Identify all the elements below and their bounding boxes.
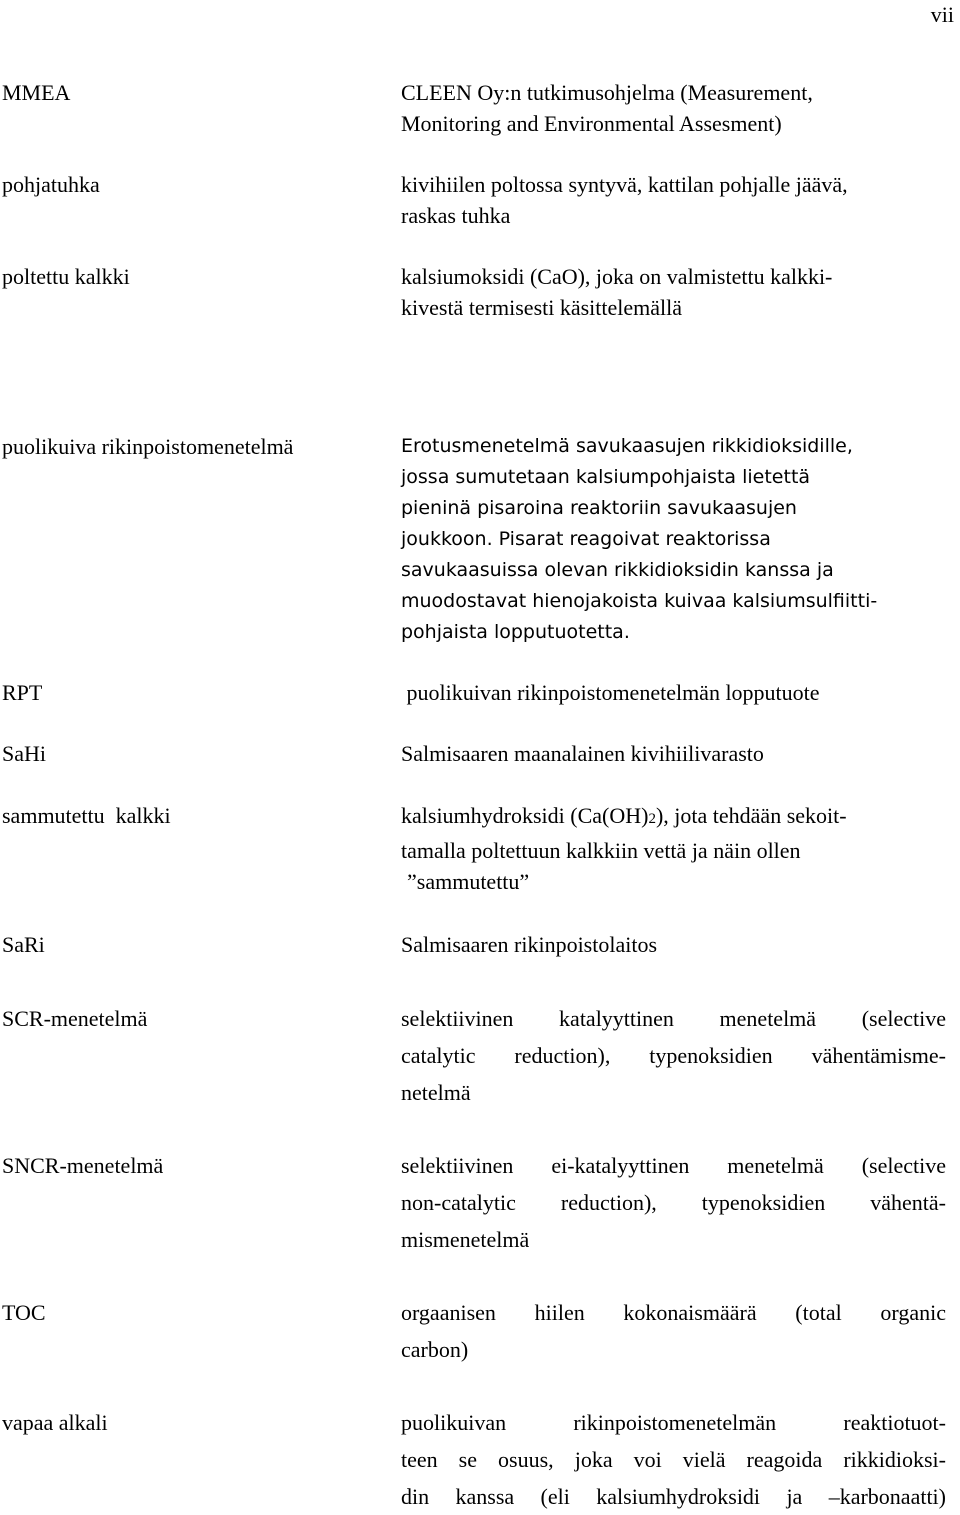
definition-line: selektiivinen ei-katalyyttinen menetelmä (selective	[401, 1153, 946, 1178]
definition-line: kivihiilen poltossa syntyvä, kattilan pohjalle jäävä,	[401, 172, 848, 197]
definition-sari	[401, 929, 946, 960]
definition-puolikuiva-rikinpoistomenetelma	[401, 431, 946, 648]
definition-line: Monitoring and Environmental Assesment)	[401, 111, 782, 136]
definition-line: catalytic reduction), typenoksidien vähentämisme-	[401, 1043, 946, 1068]
definition-line: joukkoon. Pisarat reagoivat reaktorissa	[401, 528, 771, 550]
definition-pohjatuhka	[401, 169, 946, 231]
term-rpt: RPT	[2, 680, 43, 705]
definition-line: netelmä	[401, 1080, 471, 1105]
definition-rpt	[401, 677, 946, 708]
definition-line: orgaanisen hiilen kokonaismäärä (total organic	[401, 1300, 946, 1325]
definition-line: mismenetelmä	[401, 1227, 530, 1252]
definition-line: Erotusmenetelmä savukaasujen rikkidioksidille,	[401, 435, 853, 457]
definition-line: pohjaista lopputuotetta.	[401, 621, 630, 643]
definition-scr-menetelma	[401, 1000, 946, 1111]
term-sammutettu-kalkki: sammutettu kalkki	[2, 803, 171, 828]
term-pohjatuhka: pohjatuhka	[2, 172, 100, 197]
definition-poltettu-kalkki	[401, 261, 946, 323]
definition-sahi	[401, 738, 946, 769]
definition-line: jossa sumutetaan kalsiumpohjaista lietettä	[401, 466, 811, 488]
definition-sncr-menetelma	[401, 1147, 946, 1258]
definition-sammutettu-kalkki	[401, 800, 946, 897]
definition-line: pieninä pisaroina reaktoriin savukaasujen	[401, 497, 797, 519]
term-vapaa-alkali: vapaa alkali	[2, 1410, 108, 1435]
definition-text: ), jota tehdään sekoit-	[655, 803, 847, 828]
definition-line: tamalla poltettuun kalkkiin vettä ja näin ollen	[401, 838, 801, 863]
definition-toc	[401, 1294, 946, 1368]
page-number: vii	[930, 2, 954, 27]
term-toc: TOC	[2, 1300, 46, 1325]
definition-vapaa-alkali	[401, 1404, 946, 1515]
definition-line: non-catalytic reduction), typenoksidien vähentä-	[401, 1190, 946, 1215]
term-sncr-menetelma: SNCR-menetelmä	[2, 1153, 164, 1178]
term-sari: SaRi	[2, 932, 45, 957]
definition-mmea	[401, 77, 946, 139]
definition-line: kivestä termisesti käsittelemällä	[401, 295, 683, 320]
term-poltettu-kalkki: poltettu kalkki	[2, 264, 130, 289]
definition-line: raskas tuhka	[401, 203, 511, 228]
definition-line: selektiivinen katalyyttinen menetelmä (selective	[401, 1006, 946, 1031]
definition-line: carbon)	[401, 1337, 469, 1362]
term-scr-menetelma: SCR-menetelmä	[2, 1006, 148, 1031]
definition-text: kalsiumhydroksidi (Ca(OH)	[401, 803, 649, 828]
definition-line: teen se osuus, joka voi vielä reagoida rikkidioksi-	[401, 1447, 946, 1472]
definition-line: kalsiumoksidi (CaO), joka on valmistettu kalkki-	[401, 264, 833, 289]
definition-line	[401, 800, 946, 835]
definition-line: savukaasuissa olevan rikkidioksidin kanssa ja	[401, 559, 834, 581]
term-mmea: MMEA	[2, 80, 71, 105]
definition-line: ”sammutettu”	[407, 869, 530, 894]
definition-line: Salmisaaren rikinpoistolaitos	[401, 932, 658, 957]
definition-line: puolikuivan rikinpoistomenetelmän lopputuote	[401, 680, 820, 705]
subscript: 2	[648, 811, 656, 827]
definition-line: din kanssa (eli kalsiumhydroksidi ja –karbonaatti)	[401, 1484, 946, 1509]
term-puolikuiva-rikinpoistomenetelma: puolikuiva rikinpoistomenetelmä	[2, 434, 294, 459]
term-sahi: SaHi	[2, 741, 46, 766]
definition-line: muodostavat hienojakoista kuivaa kalsiumsulfiitti-	[401, 590, 878, 612]
definition-line: Salmisaaren maanalainen kivihiilivarasto	[401, 741, 764, 766]
definition-line: CLEEN Oy:n tutkimusohjelma (Measurement,	[401, 80, 813, 105]
definition-line: puolikuivan rikinpoistomenetelmän reaktiotuot-	[401, 1410, 946, 1435]
